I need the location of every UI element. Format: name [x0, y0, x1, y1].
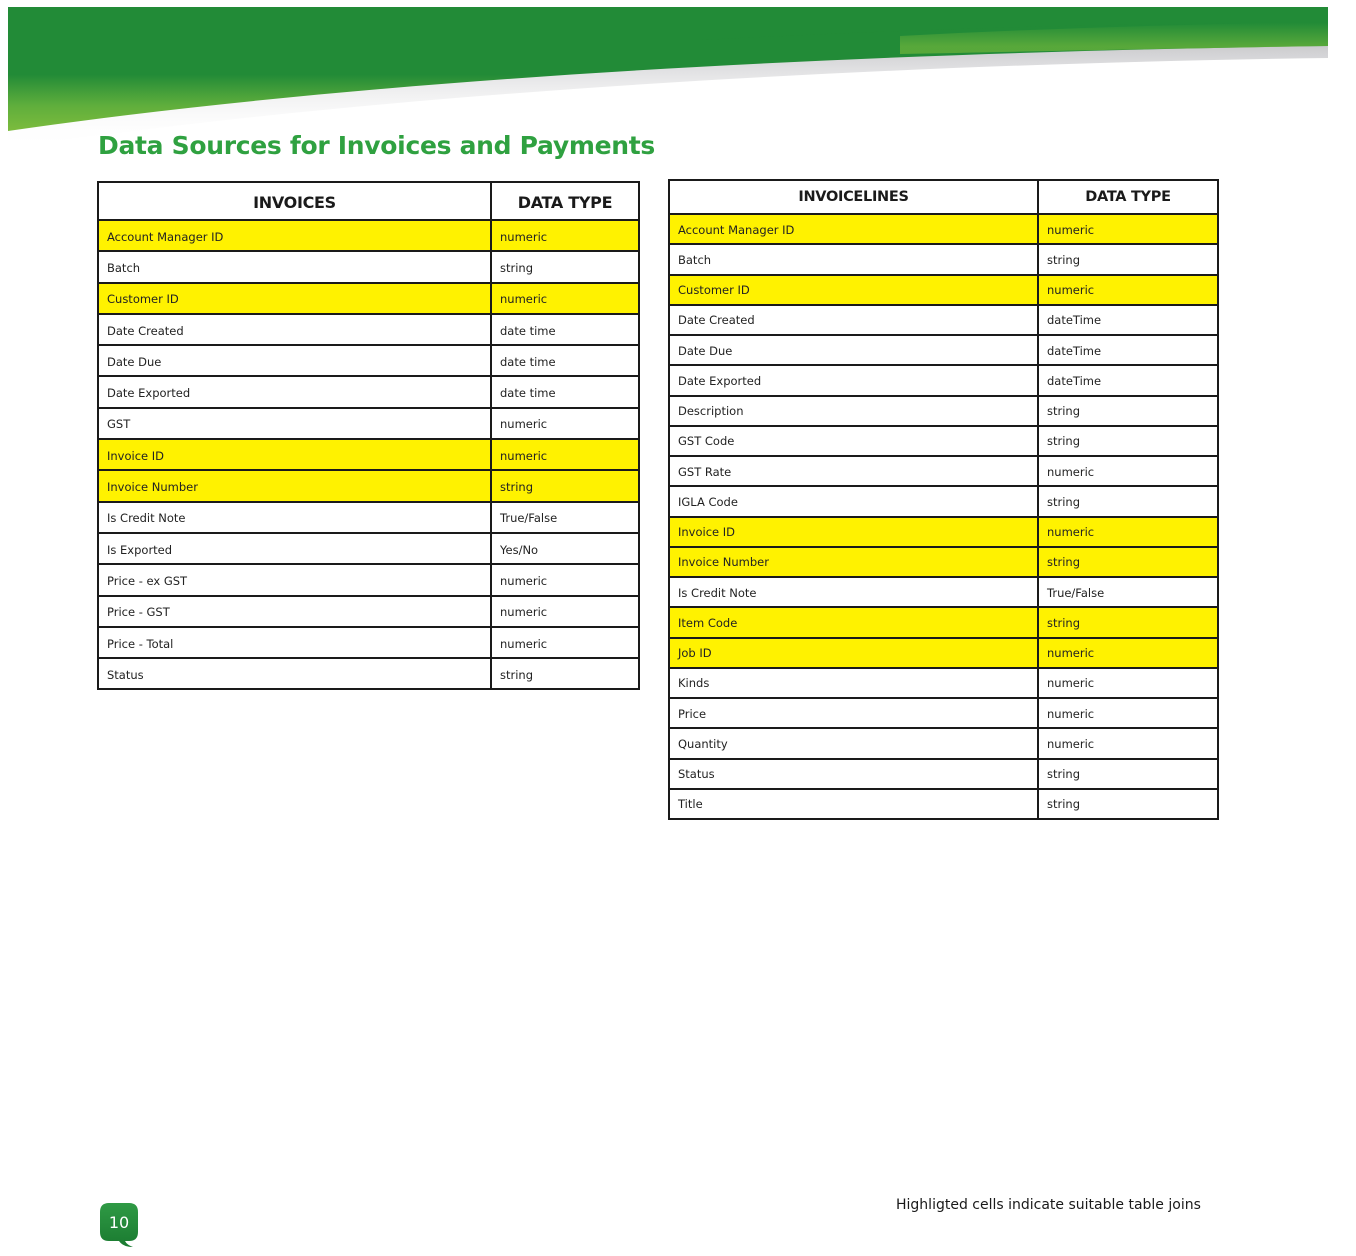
- data-type-cell: True/False: [491, 502, 639, 533]
- table-row: [98, 533, 639, 564]
- table-row: [98, 408, 639, 439]
- data-type-cell: numeric: [1038, 698, 1218, 728]
- table-row: [669, 365, 1218, 395]
- data-type-cell: string: [1038, 244, 1218, 274]
- column-header-field: INVOICELINES: [669, 180, 1038, 214]
- field-name-cell: Invoice Number: [98, 470, 491, 501]
- data-type-cell: Yes/No: [491, 533, 639, 564]
- data-type-cell: dateTime: [1038, 365, 1218, 395]
- field-name-cell: Quantity: [669, 728, 1038, 758]
- table-header-row: [98, 182, 639, 220]
- table-row: [98, 627, 639, 658]
- invoicelines-table-body: [669, 214, 1218, 819]
- field-name-cell: Customer ID: [98, 283, 491, 314]
- field-name-cell: Invoice Number: [669, 547, 1038, 577]
- invoicelines-table: [668, 179, 1219, 820]
- table-row: [669, 456, 1218, 486]
- table-row: [98, 439, 639, 470]
- table-row: [669, 759, 1218, 789]
- field-name-cell: Description: [669, 396, 1038, 426]
- table-row: [98, 251, 639, 282]
- field-name-cell: Batch: [98, 251, 491, 282]
- data-type-cell: numeric: [491, 627, 639, 658]
- field-name-cell: Kinds: [669, 668, 1038, 698]
- data-type-cell: dateTime: [1038, 335, 1218, 365]
- table-row: [669, 668, 1218, 698]
- field-name-cell: Is Exported: [98, 533, 491, 564]
- invoices-table-body: [98, 220, 639, 689]
- field-name-cell: Item Code: [669, 607, 1038, 637]
- table-row: [669, 426, 1218, 456]
- data-type-cell: string: [1038, 396, 1218, 426]
- data-type-cell: string: [1038, 547, 1218, 577]
- table-row: [669, 305, 1218, 335]
- table-row: [669, 517, 1218, 547]
- data-type-cell: numeric: [491, 564, 639, 595]
- field-name-cell: Batch: [669, 244, 1038, 274]
- field-name-cell: Date Due: [669, 335, 1038, 365]
- column-header-data-type: DATA TYPE: [1038, 180, 1218, 214]
- data-type-cell: numeric: [491, 283, 639, 314]
- table-row: [669, 607, 1218, 637]
- field-name-cell: Date Due: [98, 345, 491, 376]
- data-type-cell: string: [1038, 789, 1218, 819]
- table-row: [669, 547, 1218, 577]
- data-type-cell: numeric: [491, 439, 639, 470]
- data-type-cell: numeric: [1038, 517, 1218, 547]
- field-name-cell: Status: [98, 658, 491, 689]
- field-name-cell: Is Credit Note: [669, 577, 1038, 607]
- field-name-cell: IGLA Code: [669, 486, 1038, 516]
- table-row: [669, 244, 1218, 274]
- table-row: [669, 638, 1218, 668]
- table-row: [669, 486, 1218, 516]
- data-type-cell: dateTime: [1038, 305, 1218, 335]
- table-row: [669, 396, 1218, 426]
- table-row: [98, 470, 639, 501]
- field-name-cell: Title: [669, 789, 1038, 819]
- data-type-cell: numeric: [491, 408, 639, 439]
- field-name-cell: Price - Total: [98, 627, 491, 658]
- field-name-cell: GST Rate: [669, 456, 1038, 486]
- table-row: [98, 345, 639, 376]
- table-row: [669, 275, 1218, 305]
- data-type-cell: date time: [491, 376, 639, 407]
- data-type-cell: string: [1038, 426, 1218, 456]
- table-row: [669, 214, 1218, 244]
- field-name-cell: Invoice ID: [98, 439, 491, 470]
- table-row: [98, 658, 639, 689]
- data-type-cell: string: [1038, 486, 1218, 516]
- field-name-cell: Date Created: [669, 305, 1038, 335]
- field-name-cell: Status: [669, 759, 1038, 789]
- data-type-cell: numeric: [1038, 275, 1218, 305]
- field-name-cell: Date Created: [98, 314, 491, 345]
- field-name-cell: Date Exported: [669, 365, 1038, 395]
- table-row: [669, 789, 1218, 819]
- data-type-cell: string: [491, 251, 639, 282]
- data-type-cell: string: [1038, 759, 1218, 789]
- data-type-cell: date time: [491, 314, 639, 345]
- table-row: [98, 220, 639, 251]
- table-row: [669, 577, 1218, 607]
- table-row: [98, 314, 639, 345]
- page-number: 10: [108, 1213, 130, 1232]
- field-name-cell: GST: [98, 408, 491, 439]
- data-type-cell: True/False: [1038, 577, 1218, 607]
- data-type-cell: string: [491, 470, 639, 501]
- data-type-cell: numeric: [491, 596, 639, 627]
- table-row: [98, 596, 639, 627]
- table-row: [98, 376, 639, 407]
- data-type-cell: string: [1038, 607, 1218, 637]
- data-type-cell: numeric: [1038, 214, 1218, 244]
- field-name-cell: Invoice ID: [669, 517, 1038, 547]
- table-header-row: [669, 180, 1218, 214]
- data-type-cell: numeric: [1038, 668, 1218, 698]
- data-type-cell: numeric: [1038, 638, 1218, 668]
- table-row: [669, 335, 1218, 365]
- field-name-cell: Date Exported: [98, 376, 491, 407]
- table-row: [669, 728, 1218, 758]
- table-row: [98, 564, 639, 595]
- data-type-cell: date time: [491, 345, 639, 376]
- table-row: [98, 502, 639, 533]
- field-name-cell: Job ID: [669, 638, 1038, 668]
- field-name-cell: Customer ID: [669, 275, 1038, 305]
- field-name-cell: Account Manager ID: [669, 214, 1038, 244]
- invoices-table: [97, 181, 640, 690]
- table-row: [669, 698, 1218, 728]
- data-type-cell: numeric: [491, 220, 639, 251]
- data-type-cell: string: [491, 658, 639, 689]
- footnote: Highligted cells indicate suitable table joins: [896, 1197, 1201, 1213]
- field-name-cell: Price - ex GST: [98, 564, 491, 595]
- table-row: [98, 283, 639, 314]
- data-type-cell: numeric: [1038, 456, 1218, 486]
- field-name-cell: Price: [669, 698, 1038, 728]
- field-name-cell: GST Code: [669, 426, 1038, 456]
- field-name-cell: Is Credit Note: [98, 502, 491, 533]
- column-header-field: INVOICES: [98, 182, 491, 220]
- field-name-cell: Account Manager ID: [98, 220, 491, 251]
- data-type-cell: numeric: [1038, 728, 1218, 758]
- column-header-data-type: DATA TYPE: [491, 182, 639, 220]
- page-title: Data Sources for Invoices and Payments: [98, 131, 655, 160]
- field-name-cell: Price - GST: [98, 596, 491, 627]
